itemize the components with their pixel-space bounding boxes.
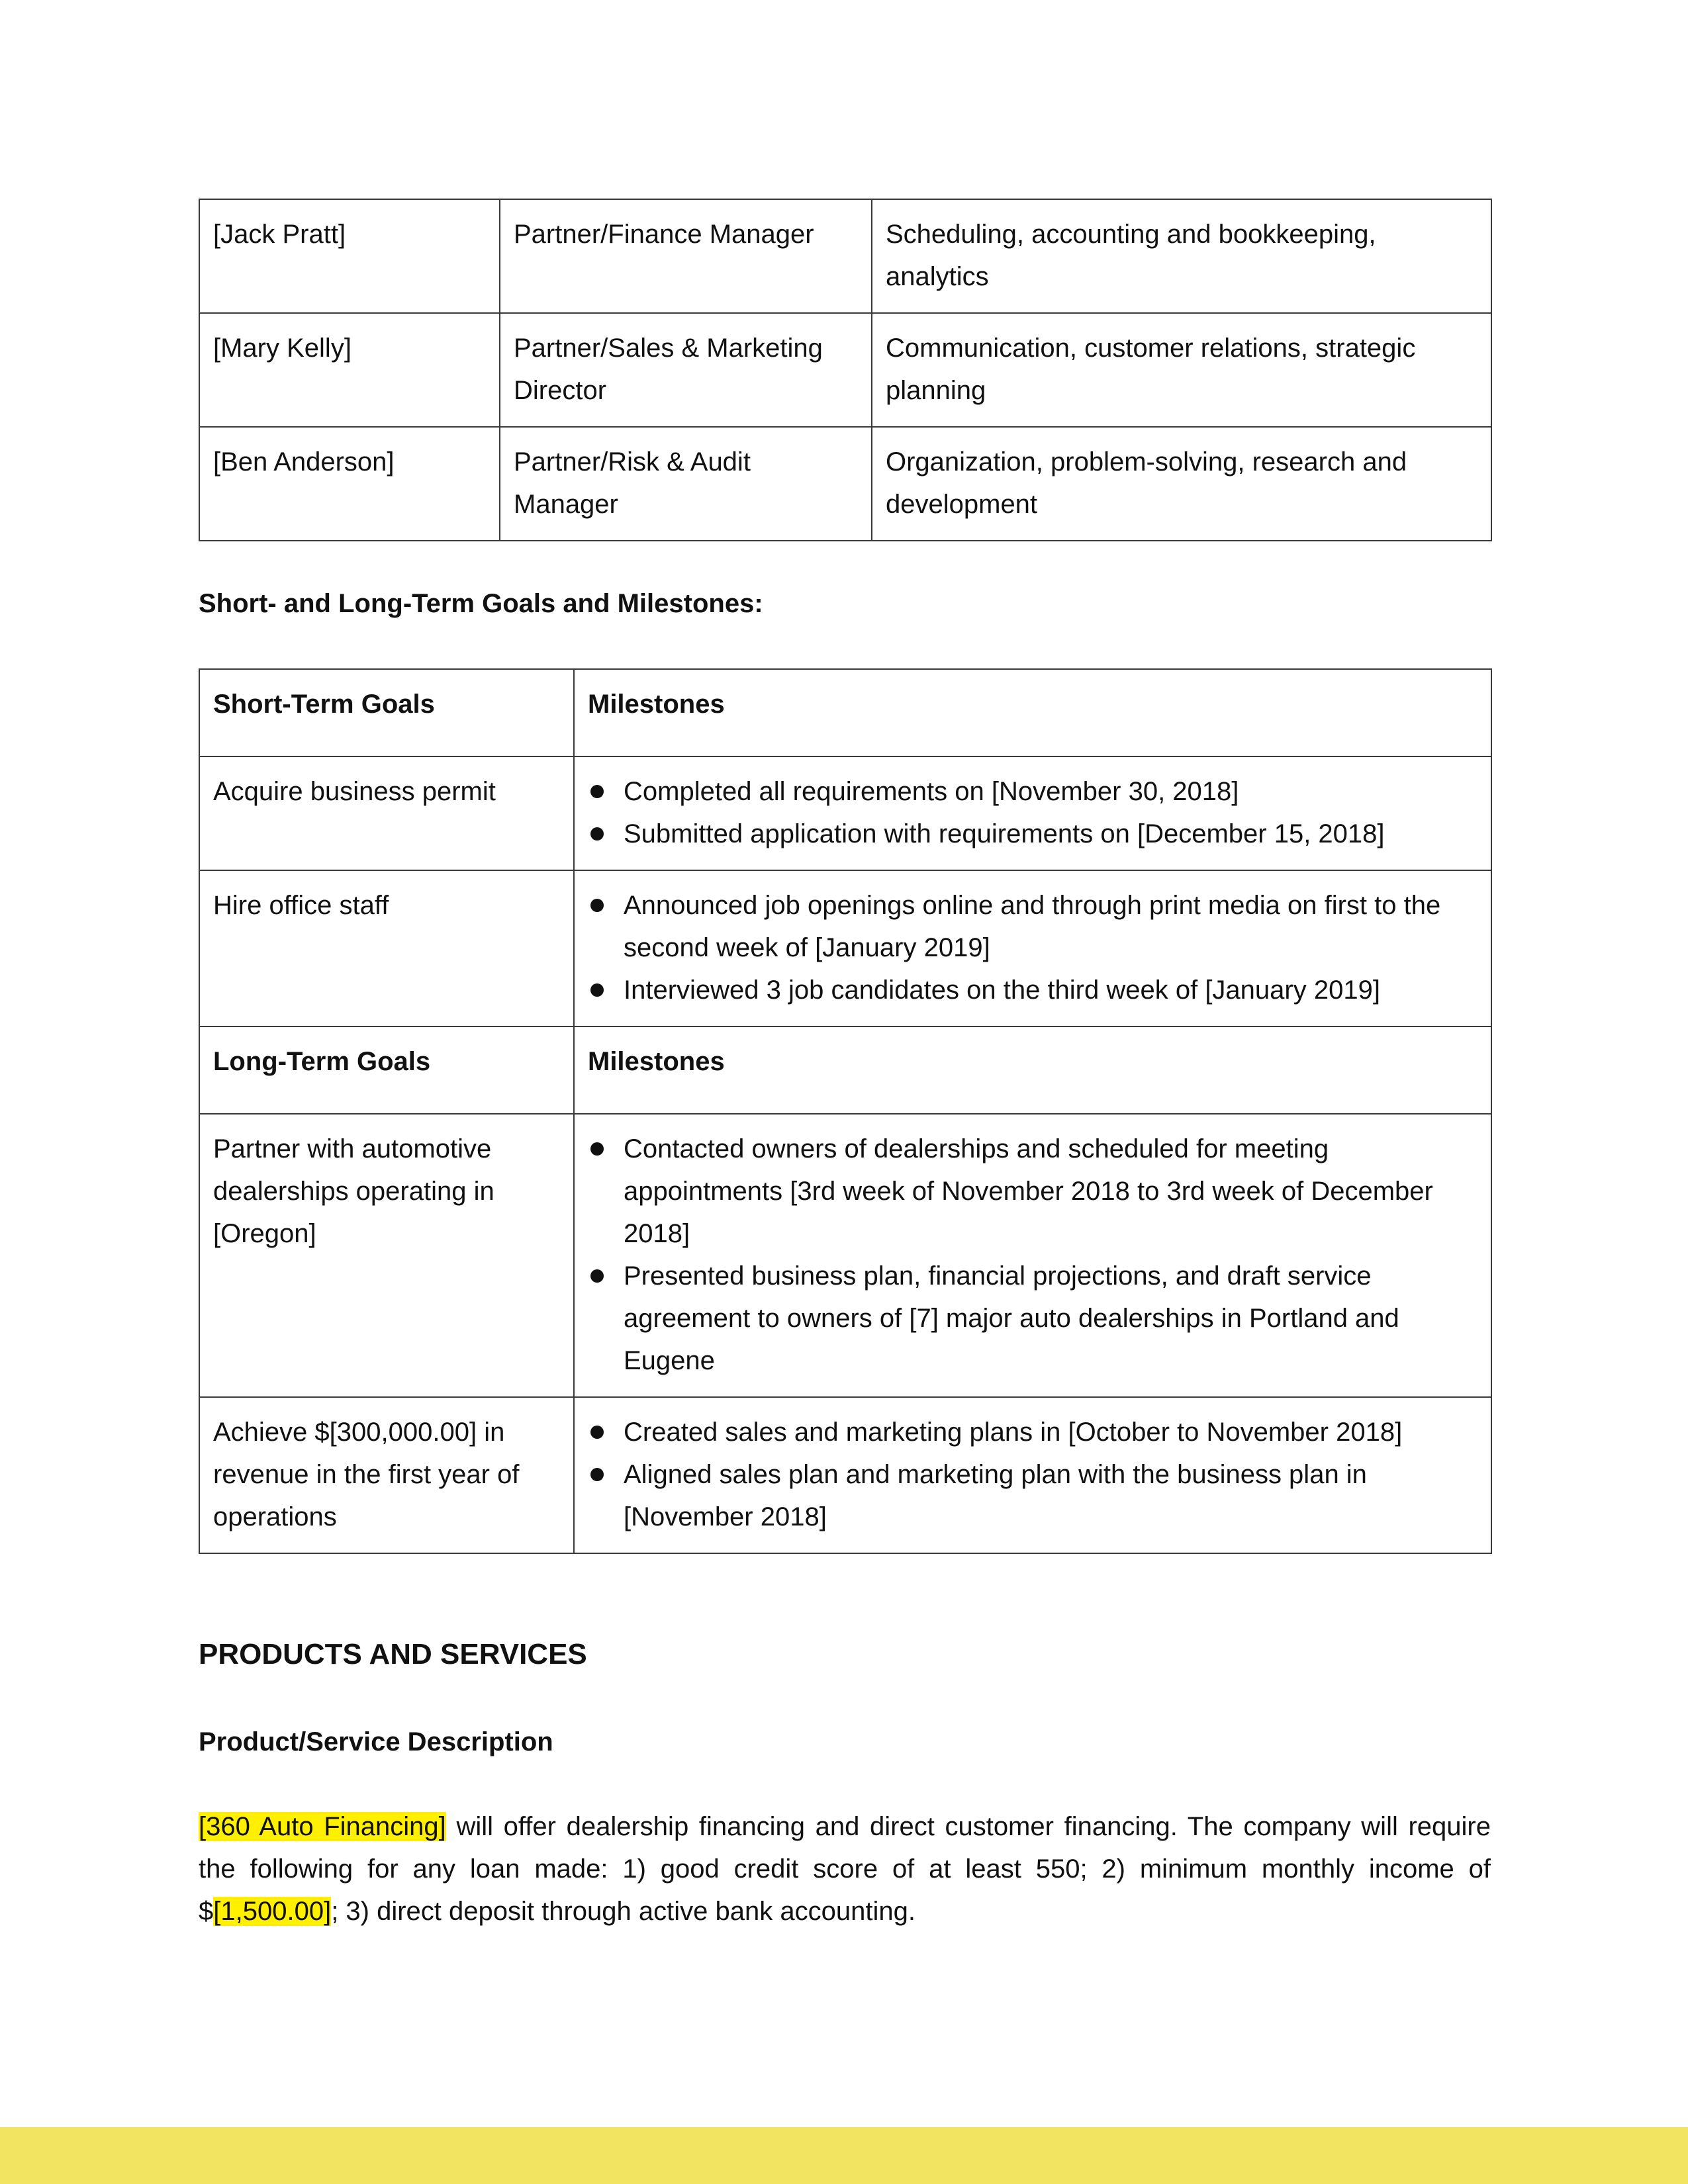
short-term-header-row bbox=[199, 669, 1491, 756]
member-skills: Scheduling, accounting and bookkeeping, analytics bbox=[872, 199, 1491, 313]
member-role: Partner/Sales & Marketing Director bbox=[500, 313, 872, 427]
milestones-list bbox=[588, 1128, 1477, 1382]
team-row bbox=[199, 199, 1491, 313]
goals-table-body bbox=[199, 669, 1491, 1553]
short-term-row bbox=[199, 870, 1491, 1026]
milestone-item: Created sales and marketing plans in [October to November 2018] bbox=[588, 1411, 1477, 1453]
milestone-item: Presented business plan, financial projections, and draft service agreement to owners of [7] major auto dealerships in Portland and Eugene bbox=[588, 1255, 1477, 1382]
company-name-highlight: [360 Auto Financing] bbox=[199, 1812, 446, 1841]
section-title: PRODUCTS AND SERVICES bbox=[199, 1638, 587, 1670]
long-term-milestones-header: Milestones bbox=[574, 1026, 1491, 1114]
member-role: Partner/Risk & Audit Manager bbox=[500, 427, 872, 541]
milestones-cell bbox=[574, 1114, 1491, 1397]
goal-cell: Hire office staff bbox=[199, 870, 574, 1026]
team-table-body bbox=[199, 199, 1491, 541]
goals-heading: Short- and Long-Term Goals and Milestones: bbox=[199, 589, 763, 618]
member-skills: Organization, problem-solving, research and development bbox=[872, 427, 1491, 541]
member-role: Partner/Finance Manager bbox=[500, 199, 872, 313]
member-skills: Communication, customer relations, strategic planning bbox=[872, 313, 1491, 427]
milestones-cell bbox=[574, 756, 1491, 870]
milestone-item: Interviewed 3 job candidates on the third week of [January 2019] bbox=[588, 969, 1477, 1011]
long-term-goals-header: Long-Term Goals bbox=[199, 1026, 574, 1114]
short-term-goals-header: Short-Term Goals bbox=[199, 669, 574, 756]
milestone-item: Contacted owners of dealerships and scheduled for meeting appointments [3rd week of November 2018 to 3rd week of December 2018] bbox=[588, 1128, 1477, 1255]
member-name: [Mary Kelly] bbox=[199, 313, 500, 427]
member-name: [Ben Anderson] bbox=[199, 427, 500, 541]
milestones-cell bbox=[574, 870, 1491, 1026]
milestones-list bbox=[588, 884, 1477, 1011]
goal-cell: Partner with automotive dealerships operating in [Oregon] bbox=[199, 1114, 574, 1397]
document-content bbox=[199, 199, 1491, 1959]
milestone-item: Completed all requirements on [November 30, 2018] bbox=[588, 770, 1477, 813]
income-amount-highlight: [1,500.00] bbox=[213, 1897, 332, 1926]
team-row bbox=[199, 427, 1491, 541]
milestones-list bbox=[588, 1411, 1477, 1538]
milestones-list bbox=[588, 770, 1477, 855]
team-table bbox=[199, 199, 1492, 541]
team-row bbox=[199, 313, 1491, 427]
long-term-row bbox=[199, 1114, 1491, 1397]
milestone-item: Aligned sales plan and marketing plan with the business plan in [November 2018] bbox=[588, 1453, 1477, 1538]
member-name: [Jack Pratt] bbox=[199, 199, 500, 313]
long-term-header-row bbox=[199, 1026, 1491, 1114]
goals-table bbox=[199, 668, 1492, 1554]
milestone-item: Submitted application with requirements on [December 15, 2018] bbox=[588, 813, 1477, 855]
description-text-end: ; 3) direct deposit through active bank accounting. bbox=[331, 1897, 915, 1926]
long-term-row bbox=[199, 1397, 1491, 1553]
section-subtitle: Product/Service Description bbox=[199, 1727, 553, 1756]
short-term-row bbox=[199, 756, 1491, 870]
milestone-item: Announced job openings online and through print media on first to the second week of [January 2019] bbox=[588, 884, 1477, 969]
product-description bbox=[199, 1805, 1491, 1933]
milestones-cell bbox=[574, 1397, 1491, 1553]
goal-cell: Achieve $[300,000.00] in revenue in the first year of operations bbox=[199, 1397, 574, 1553]
goal-cell: Acquire business permit bbox=[199, 756, 574, 870]
description-text: will offer dealership financing and direct customer financing. The company will require the following for any loan made: 1) good credit score of at least 550; 2) minimum monthly income of $ bbox=[199, 1812, 1491, 1926]
footer-band bbox=[0, 2127, 1688, 2184]
short-term-milestones-header: Milestones bbox=[574, 669, 1491, 756]
